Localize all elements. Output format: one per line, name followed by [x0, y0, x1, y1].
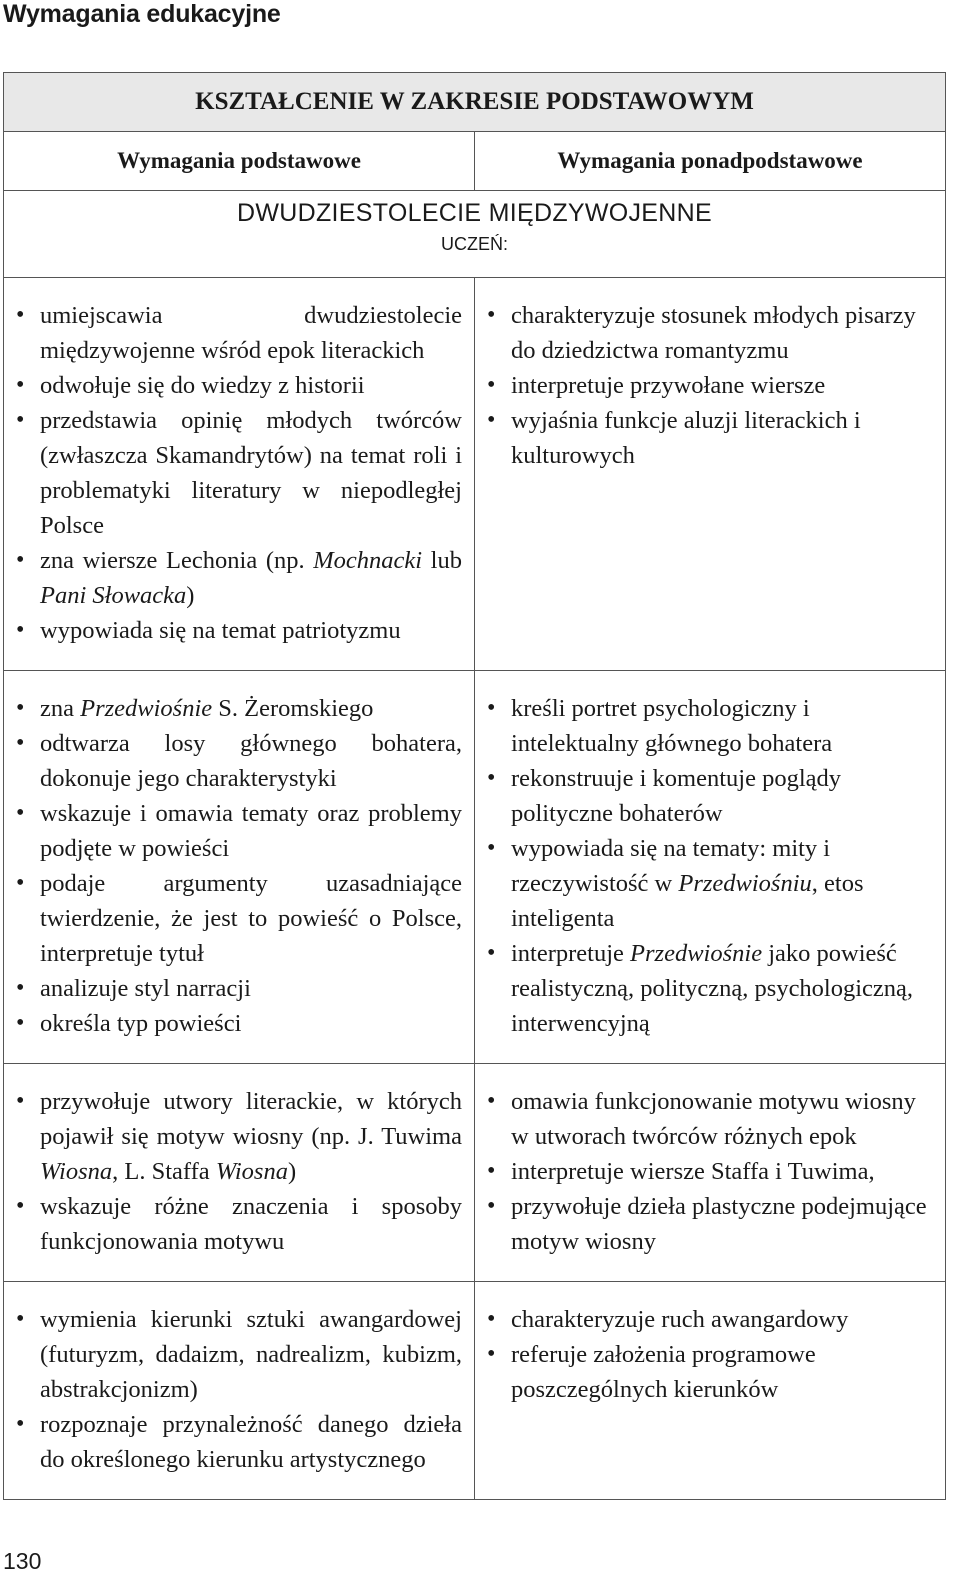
requirement-item [40, 726, 462, 796]
requirement-text: umiejscawia dwudziestolecie międzywojenne wśród epok literackich [40, 302, 462, 364]
basic-requirements-cell [4, 1064, 475, 1282]
requirement-item [511, 1337, 933, 1407]
requirement-text: , etos inteligenta [511, 870, 864, 932]
requirement-item [40, 298, 462, 368]
requirement-text: referuje założenia programowe poszczególnych kierunków [511, 1341, 816, 1403]
requirement-item [511, 1189, 933, 1259]
requirements-list [4, 1064, 474, 1281]
requirements-list [4, 671, 474, 1063]
requirement-item [40, 691, 462, 726]
requirement-item [40, 613, 462, 648]
section-title: DWUDZIESTOLECIE MIĘDZYWOJENNE [237, 199, 712, 227]
requirement-item [511, 298, 933, 368]
requirement-title-italic: Wiosna [215, 1158, 288, 1185]
requirement-text: podaje argumenty uzasadniające twierdzenie, że jest to powieść o Polsce, interpretuje tytuł [40, 870, 462, 967]
table-row [4, 1064, 946, 1282]
requirement-item [511, 691, 933, 761]
advanced-requirements-cell [475, 1282, 946, 1500]
table-row [4, 1282, 946, 1500]
requirement-item [40, 1407, 462, 1477]
requirements-list [475, 671, 945, 1063]
requirement-item [40, 1006, 462, 1041]
requirement-item [40, 971, 462, 1006]
requirement-item [40, 403, 462, 543]
requirement-item [511, 936, 933, 1041]
basic-requirements-cell [4, 1282, 475, 1500]
requirement-text: S. Żeromskiego [212, 695, 374, 722]
requirement-item [511, 403, 933, 473]
requirement-item [40, 1302, 462, 1407]
requirement-text: ) [186, 582, 195, 609]
requirement-text: charakteryzuje ruch awangardowy [511, 1306, 849, 1333]
requirement-text: wskazuje różne znaczenia i sposoby funkcjonowania motywu [40, 1193, 462, 1255]
requirement-text: odwołuje się do wiedzy z historii [40, 372, 365, 399]
requirement-text: interpretuje przywołane wiersze [511, 372, 826, 399]
basic-requirements-cell [4, 278, 475, 671]
requirement-title-italic: Przedwiośniu [678, 870, 812, 897]
requirement-item [40, 543, 462, 613]
requirement-text: odtwarza losy głównego bohatera, dokonuje jego charakterystyki [40, 730, 462, 792]
table-row [4, 278, 946, 671]
requirements-list [4, 1282, 474, 1499]
requirement-item [511, 831, 933, 936]
requirement-item [511, 761, 933, 831]
requirement-text: przywołuje utwory literackie, w których pojawił się motyw wiosny (np. J. Tuwima [40, 1088, 462, 1150]
requirement-text: wypowiada się na temat patriotyzmu [40, 617, 401, 644]
requirement-item [40, 1189, 462, 1259]
advanced-requirements-cell [475, 671, 946, 1064]
requirement-item [511, 1084, 933, 1154]
requirements-list [475, 278, 945, 495]
requirement-text: ) [287, 1158, 297, 1185]
requirements-list [4, 278, 474, 670]
requirement-text: analizuje styl narracji [40, 975, 251, 1002]
requirement-title-italic: Przedwiośnie [630, 940, 763, 967]
requirement-text: przywołuje dzieła plastyczne podejmujące motyw wiosny [511, 1193, 927, 1255]
page-header-title: Wymagania edukacyjne [3, 0, 281, 28]
requirement-text: wymienia kierunki sztuki awangardowej (futuryzm, dadaizm, nadrealizm, kubizm, abstrakcjonizm) [40, 1306, 462, 1403]
requirement-title-italic: Mochnacki [313, 547, 423, 574]
column-header-advanced: Wymagania ponadpodstawowe [475, 132, 946, 191]
table-row [4, 671, 946, 1064]
requirement-title-italic: Pani Słowacka [40, 582, 187, 609]
requirement-text: wyjaśnia funkcje aluzji literackich i kulturowych [511, 407, 861, 469]
requirement-item [511, 1154, 933, 1189]
requirement-text: rekonstruuje i komentuje poglądy polityczne bohaterów [511, 765, 841, 827]
requirement-text: , L. Staffa [112, 1158, 216, 1185]
requirements-list [475, 1064, 945, 1281]
requirement-item [511, 1302, 933, 1337]
requirement-text: wskazuje i omawia tematy oraz problemy podjęte w powieści [40, 800, 462, 862]
requirement-item [40, 368, 462, 403]
requirement-text: interpretuje [511, 940, 631, 967]
section-header [4, 191, 946, 278]
requirement-item [511, 368, 933, 403]
requirement-text: kreśli portret psychologiczny i intelektualny głównego bohatera [511, 695, 833, 757]
requirement-item [40, 866, 462, 971]
requirements-table [3, 72, 946, 1500]
requirement-title-italic: Przedwiośnie [80, 695, 213, 722]
advanced-requirements-cell [475, 1064, 946, 1282]
requirement-text: wypowiada się na tematy: mity i rzeczywistość w [511, 835, 831, 897]
requirement-text: omawia funkcjonowanie motywu wiosny w utworach twórców różnych epok [511, 1088, 916, 1150]
page-number: 130 [3, 1548, 42, 1574]
requirement-title-italic: Wiosna [40, 1158, 113, 1185]
table-main-title: KSZTAŁCENIE W ZAKRESIE PODSTAWOWYM [4, 73, 946, 132]
requirement-text: jako powieść realistyczną, polityczną, psychologiczną, interwencyjną [511, 940, 914, 1037]
requirement-text: zna wiersze Lechonia (np. [40, 547, 314, 574]
requirement-item [40, 1084, 462, 1189]
requirement-text: rozpoznaje przynależność danego dzieła do określonego kierunku artystycznego [40, 1411, 462, 1473]
advanced-requirements-cell [475, 278, 946, 671]
column-header-basic: Wymagania podstawowe [4, 132, 475, 191]
requirement-text: zna [40, 695, 81, 722]
basic-requirements-cell [4, 671, 475, 1064]
requirement-text: określa typ powieści [40, 1010, 242, 1037]
requirements-list [475, 1282, 945, 1429]
requirement-item [40, 796, 462, 866]
requirement-text: lub [422, 547, 462, 574]
requirement-text: przedstawia opinię młodych twórców (zwłaszcza Skamandrytów) na temat roli i problematyki literatury w niepodległej Polsce [40, 407, 462, 539]
requirement-text: charakteryzuje stosunek młodych pisarzy do dziedzictwa romantyzmu [511, 302, 916, 364]
section-subtitle: UCZEŃ: [441, 234, 508, 254]
requirement-text: interpretuje wiersze Staffa i Tuwima, [511, 1158, 875, 1185]
